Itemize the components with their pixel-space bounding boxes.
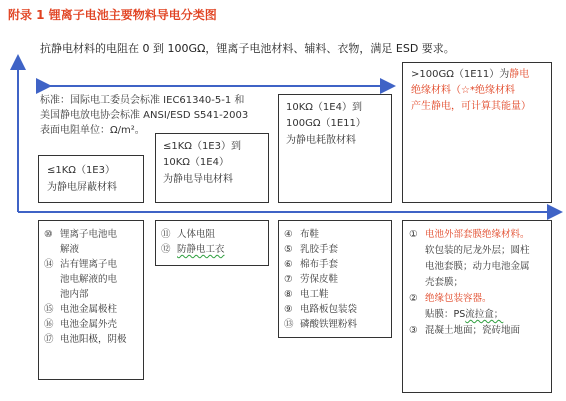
list-item: [44, 317, 127, 332]
dissipative-desc: 为静电耗散材料: [286, 135, 356, 146]
list-item-text: 池内部: [60, 289, 89, 300]
list-item-number: ⑯: [44, 319, 54, 330]
list-item: ① 电池外部套膜绝缘材料。: [409, 229, 530, 240]
shielding-range: ≤1KΩ（1E3）: [47, 165, 115, 176]
standard-line-2: 美国静电放电协会标准 ANSI/ESD S541-2003: [40, 110, 249, 121]
shielding-materials-box: [38, 220, 144, 380]
list-item: [44, 302, 127, 317]
list-item-number: ⑧: [284, 289, 293, 300]
list-item-text: 布鞋: [300, 229, 320, 240]
list-item: [284, 287, 357, 302]
list-item-text: 解液: [60, 244, 80, 255]
insulating-line-3: 产生静电，可计算其能量）: [411, 101, 531, 112]
list-item-text: 防静电工衣: [177, 244, 225, 255]
list-item: [161, 242, 225, 257]
shielding-desc: 为静电屏蔽材料: [47, 182, 117, 193]
insulating-line-2: 绝缘材料（☆*绝缘材料: [411, 85, 515, 96]
list-item-number: ⑰: [44, 334, 54, 345]
list-item: [284, 227, 357, 242]
list-item-number: ④: [284, 229, 293, 240]
list-item: [44, 332, 127, 347]
list-item-number: ⑬: [284, 319, 294, 330]
conductive-materials-list: [161, 227, 225, 257]
conductive-range-2: 10KΩ（1E4）: [163, 157, 229, 168]
insulating-materials-list: [409, 227, 530, 339]
subtitle: 抗静电材料的电阻在 0 到 100GΩ，锂离子电池材料、辅料、衣物，满足 ESD 要求。: [40, 42, 455, 55]
dissipative-materials-box: [278, 220, 392, 338]
list-item: [284, 242, 357, 257]
list-item: ③ 混凝土地面；瓷砖地面: [409, 325, 521, 336]
list-item-text: 电池金属外壳: [60, 319, 118, 330]
list-item-text: 沾有锂离子电: [60, 259, 118, 270]
insulating-category-box: [402, 62, 552, 203]
list-item: 软包装的尼龙外层；圆柱: [425, 245, 530, 256]
list-item-text: 电池阳极，阴极: [60, 334, 127, 345]
dissipative-range-2: 100GΩ（1E11）: [286, 118, 366, 129]
list-item: 壳套膜；: [425, 277, 464, 288]
conductive-desc: 为静电导电材料: [163, 174, 233, 185]
list-item-text: 电路板包装袋: [300, 304, 358, 315]
list-item: [284, 272, 357, 287]
list-item: 电池套膜；动力电池金属: [425, 261, 530, 272]
list-item: [161, 227, 225, 242]
list-item-number: [44, 287, 60, 302]
list-item-number: [44, 272, 60, 287]
list-item-number: ⑤: [284, 244, 293, 255]
standard-line-3: 表面电阻单位：Ω/m²。: [40, 125, 145, 136]
list-item-text: 锂离子电池电: [60, 229, 118, 240]
list-item: [44, 272, 127, 287]
list-item-number: ⑭: [44, 259, 54, 270]
conductive-range-1: ≤1KΩ（1E3）到: [163, 141, 241, 152]
shielding-materials-list: [44, 227, 127, 347]
list-item-text: 池电解液的电: [60, 274, 118, 285]
conductive-category-box: [155, 133, 269, 203]
list-item-number: ⑫: [161, 244, 171, 255]
list-item-number: ⑩: [44, 229, 53, 240]
shielding-category-box: [38, 155, 144, 203]
dissipative-materials-list: [284, 227, 357, 332]
list-item-number: ⑥: [284, 259, 293, 270]
list-item: [44, 227, 127, 242]
insulating-line-1: >100GΩ（1E11）为静电: [411, 69, 530, 80]
list-item-number: ⑨: [284, 304, 293, 315]
list-item-text: 电工鞋: [300, 289, 329, 300]
list-item: [44, 287, 127, 302]
list-item-text: 乳胶手套: [300, 244, 339, 255]
list-item-text: 人体电阻: [177, 229, 216, 240]
list-item: [284, 302, 357, 317]
list-item: [284, 317, 357, 332]
list-item: [284, 257, 357, 272]
dissipative-category-box: [278, 94, 392, 203]
conductive-materials-box: [155, 220, 269, 266]
list-item: [44, 257, 127, 272]
list-item-text: 磷酸铁锂粉料: [300, 319, 358, 330]
list-item: ② 绝缘包装容器。: [409, 293, 492, 304]
standard-line-1: 标准：国际电工委员会标准 IEC61340-5-1 和: [40, 95, 245, 106]
list-item: 贴膜：PS 流拉盒；: [425, 309, 504, 320]
list-item-text: 棉布手套: [300, 259, 339, 270]
list-item-number: ⑦: [284, 274, 293, 285]
list-item-number: ⑮: [44, 304, 54, 315]
page-title: 附录 1 锂离子电池主要物料导电分类图: [8, 8, 217, 22]
list-item-number: ⑪: [161, 229, 171, 240]
dissipative-range-1: 10KΩ（1E4）到: [286, 102, 362, 113]
list-item-text: 电池金属极柱: [60, 304, 118, 315]
list-item: [44, 242, 127, 257]
insulating-materials-box: [402, 220, 552, 393]
list-item-number: [44, 242, 60, 257]
list-item-text: 劳保皮鞋: [300, 274, 339, 285]
